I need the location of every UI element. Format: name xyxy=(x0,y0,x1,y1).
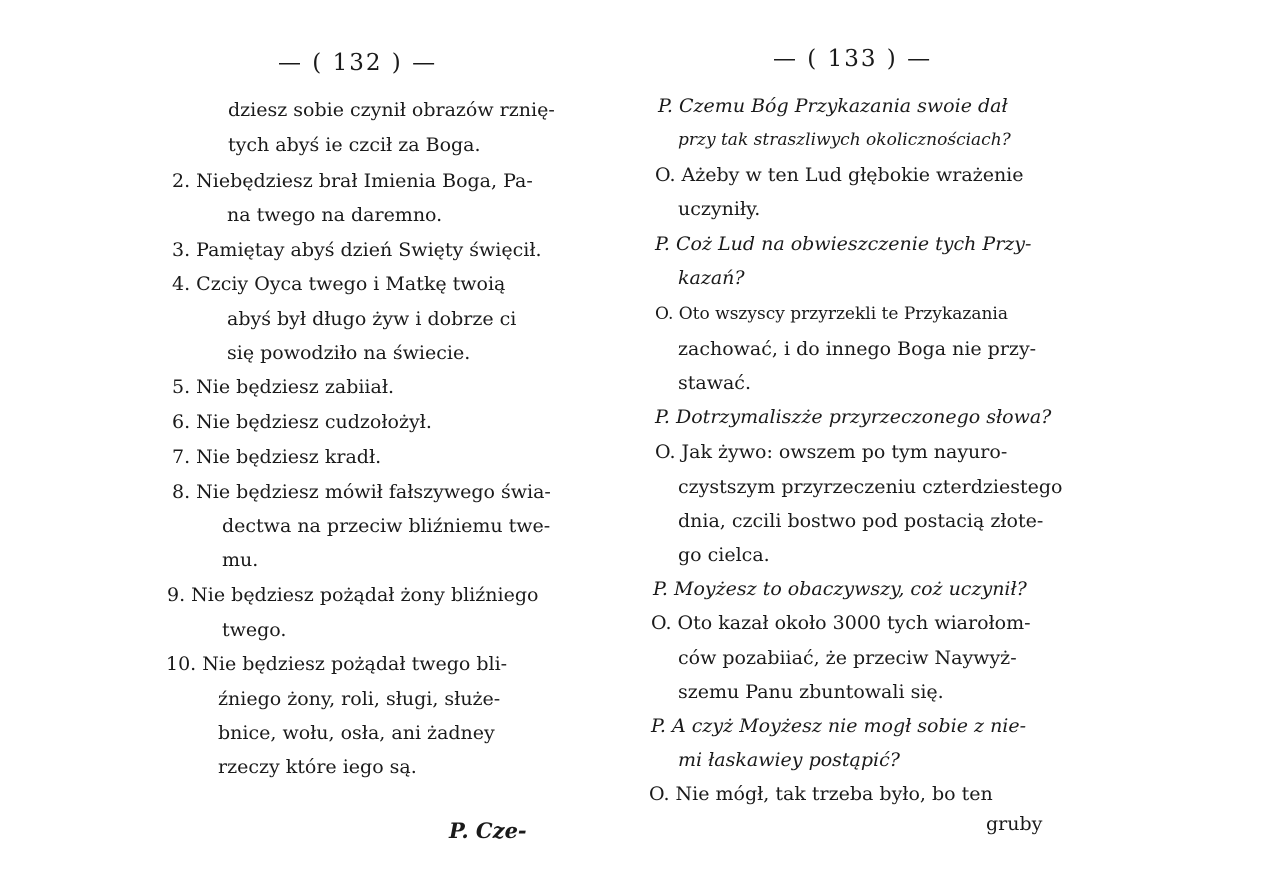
answer-line: O. Nie mógł, tak trzeba było, bo ten xyxy=(649,783,993,805)
answer-line: O. Oto kazał około 3000 tych wiarołom- xyxy=(651,612,1031,634)
catchword: P. Cze- xyxy=(449,818,527,843)
page-number-header: — ( 132 ) — xyxy=(278,50,438,76)
text-line: 7. Nie będziesz kradł. xyxy=(172,446,382,468)
text-line: rzeczy które iego są. xyxy=(218,756,417,778)
answer-line: go cielca. xyxy=(678,544,770,566)
right-page xyxy=(631,0,1263,893)
question-line: P. Coż Lud na obwieszczenie tych Przy- xyxy=(655,233,1032,255)
text-line: bnice, wołu, osła, ani żadney xyxy=(218,722,495,744)
text-line: 5. Nie będziesz zabiiał. xyxy=(172,376,395,398)
text-line: dectwa na przeciw bliźniemu twe- xyxy=(222,515,551,537)
text-line: 8. Nie będziesz mówił fałszywego świa- xyxy=(172,481,551,503)
page-number-header: — ( 133 ) — xyxy=(773,46,933,72)
answer-line: szemu Panu zbuntowali się. xyxy=(678,681,944,703)
question-line: kazań? xyxy=(678,267,745,289)
text-line: twego. xyxy=(222,619,287,641)
question-line: P. Dotrzymaliszże przyrzeczonego słowa? xyxy=(655,406,1052,428)
text-line: na twego na daremno. xyxy=(227,204,443,226)
question-line: P. Moyżesz to obaczywszy, coż uczynił? xyxy=(653,578,1027,600)
text-line: 9. Nie będziesz pożądał żony bliźniego xyxy=(167,584,539,606)
text-line: mu. xyxy=(222,549,259,571)
text-line: 2. Niebędziesz brał Imienia Boga, Pa- xyxy=(172,170,533,192)
answer-line: czystszym przyrzeczeniu czterdziestego xyxy=(678,476,1063,498)
text-line: 6. Nie będziesz cudzołożył. xyxy=(172,411,432,433)
catchword: gruby xyxy=(986,813,1043,835)
text-line: dziesz sobie czynił obrazów rznię- xyxy=(228,99,555,121)
question-line: P. Czemu Bóg Przykazania swoie dał xyxy=(658,95,1008,117)
text-line: się powodziło na świecie. xyxy=(227,342,471,364)
answer-line: ców pozabiiać, że przeciw Naywyż- xyxy=(678,647,1017,669)
answer-line: zachować, i do innego Boga nie przy- xyxy=(678,338,1037,360)
answer-line: O. Jak żywo: owszem po tym nayuro- xyxy=(655,441,1008,463)
question-line: P. A czyż Moyżesz nie mogł sobie z nie- xyxy=(651,715,1027,737)
answer-line: O. Ażeby w ten Lud głębokie wrażenie xyxy=(655,164,1024,186)
text-line: abyś był długo żyw i dobrze ci xyxy=(227,308,517,330)
answer-line: stawać. xyxy=(678,372,751,394)
text-line: 3. Pamiętay abyś dzień Swięty święcił. xyxy=(172,239,542,261)
left-page xyxy=(0,0,631,893)
answer-line: dnia, czcili bostwo pod postacią złote- xyxy=(678,510,1044,532)
text-line: tych abyś ie czcił za Boga. xyxy=(228,134,481,156)
text-line: źniego żony, roli, sługi, służe- xyxy=(218,688,501,710)
question-line: mi łaskawiey postąpić? xyxy=(678,749,900,771)
text-line: 4. Czciy Oyca twego i Matkę twoią xyxy=(172,273,506,295)
text-line: 10. Nie będziesz pożądał twego bli- xyxy=(166,653,508,675)
answer-line: uczyniły. xyxy=(678,198,761,220)
question-line: przy tak straszliwych okolicznościach? xyxy=(678,130,1011,150)
answer-line: O. Oto wszyscy przyrzekli te Przykazania xyxy=(655,304,1009,324)
